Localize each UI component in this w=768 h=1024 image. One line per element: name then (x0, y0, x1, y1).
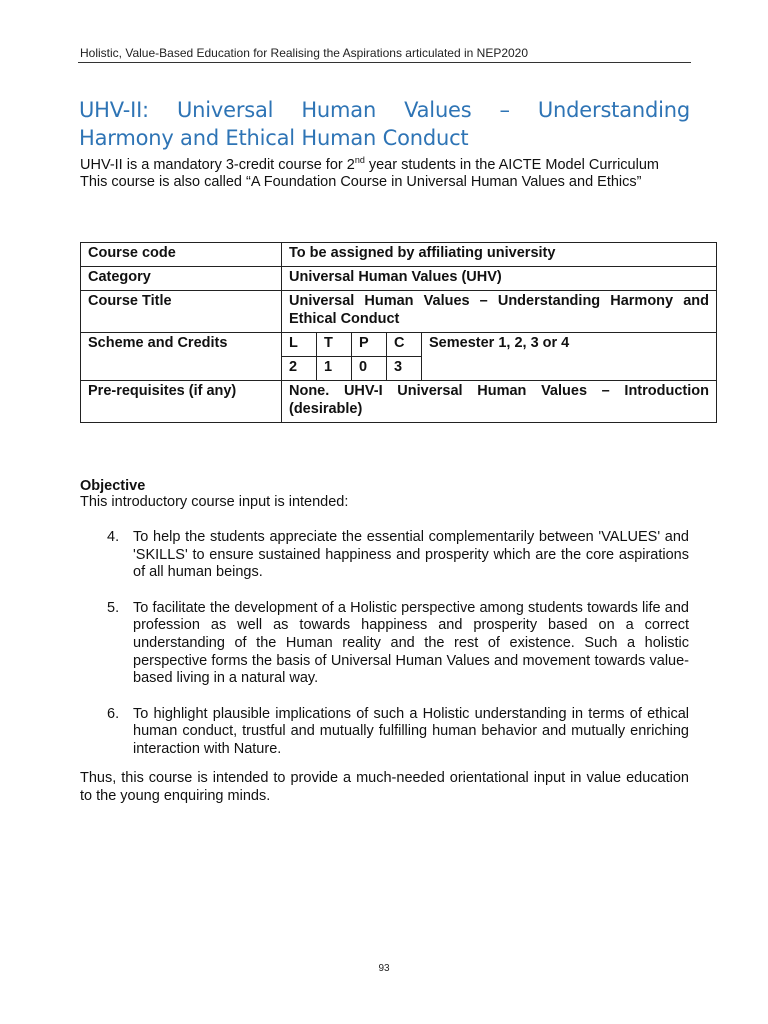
scheme-credits-label: Scheme and Credits (81, 333, 282, 381)
semester-value: Semester 1, 2, 3 or 4 (422, 333, 717, 381)
table-row (81, 243, 717, 267)
page-title (79, 96, 690, 152)
ltpc-value-t: 1 (317, 357, 352, 381)
ltpc-value-l: 2 (282, 357, 317, 381)
ltpc-header-p: P (352, 333, 387, 357)
list-item-number: 4. (107, 529, 120, 545)
course-title-value: Universal Human Values – Understanding Harmony and Ethical Conduct (282, 291, 717, 333)
intro-section (80, 157, 689, 191)
ltpc-header-c: C (387, 333, 422, 357)
course-code-label: Course code (81, 243, 282, 267)
course-details-table (80, 242, 717, 423)
running-header: Holistic, Value-Based Education for Realising the Aspirations articulated in NEP2020 (80, 46, 529, 60)
intro-paragraph-2: This course is also called “A Foundation Course in Universal Human Values and Ethics” (80, 174, 642, 190)
table-row (81, 333, 717, 357)
ltpc-header-l: L (282, 333, 317, 357)
ltpc-header-t: T (317, 333, 352, 357)
list-item-text: To help the students appreciate the essential complementarily between 'VALUES' and 'SKILLS' to ensure sustained happiness and prosperity which are the core aspirations of all human beings. (133, 529, 689, 581)
list-item-text: To highlight plausible implications of such a Holistic understanding in terms of ethical human conduct, trustful and mutually fulfilling human behavior and mutually enriching interaction with Nature. (133, 705, 689, 757)
objective-heading: Objective (80, 478, 146, 494)
category-label: Category (81, 267, 282, 291)
closing-paragraph: Thus, this course is intended to provide a much-needed orientational input in value education to the young enquiring minds. (80, 770, 689, 804)
header-divider (78, 62, 691, 63)
title-line-1: UHV-II: Universal Human Values – Understanding (79, 98, 690, 122)
list-item (80, 529, 689, 582)
course-title-label: Course Title (81, 291, 282, 333)
prerequisites-label: Pre-requisites (if any) (81, 381, 282, 423)
list-item-number: 6. (107, 705, 120, 722)
ordinal-suffix: nd (354, 155, 365, 165)
list-item-number: 5. (107, 599, 120, 616)
intro-paragraph-1 (80, 157, 689, 174)
list-item (80, 600, 689, 688)
intro-p1-text-end: year students in the AICTE Model Curriculum (364, 157, 659, 173)
table-row (81, 291, 717, 333)
category-value: Universal Human Values (UHV) (282, 267, 717, 291)
page-number: 93 (378, 963, 390, 974)
objective-list (80, 529, 689, 759)
table-row (81, 267, 717, 291)
ltpc-value-p: 0 (352, 357, 387, 381)
list-item (80, 706, 689, 759)
prerequisites-value: None. UHV-I Universal Human Values – Introduction (desirable) (282, 381, 717, 423)
course-code-value: To be assigned by affiliating university (282, 243, 717, 267)
ltpc-value-c: 3 (387, 357, 422, 381)
table-row (81, 381, 717, 423)
objective-intro: This introductory course input is intended: (80, 494, 349, 510)
intro-p1-text: UHV-II is a mandatory 3-credit course for 2 (80, 157, 355, 173)
list-item-text: To facilitate the development of a Holistic perspective among students towards life and profession as well as towards happiness and prosperity based on a correct understanding of the Human reality and the rest of existence. Such a holistic perspective forms the basis of Universal Human Values and movement towards value-based living in a natural way. (133, 599, 689, 687)
title-line-2: Harmony and Ethical Human Conduct (79, 126, 469, 150)
